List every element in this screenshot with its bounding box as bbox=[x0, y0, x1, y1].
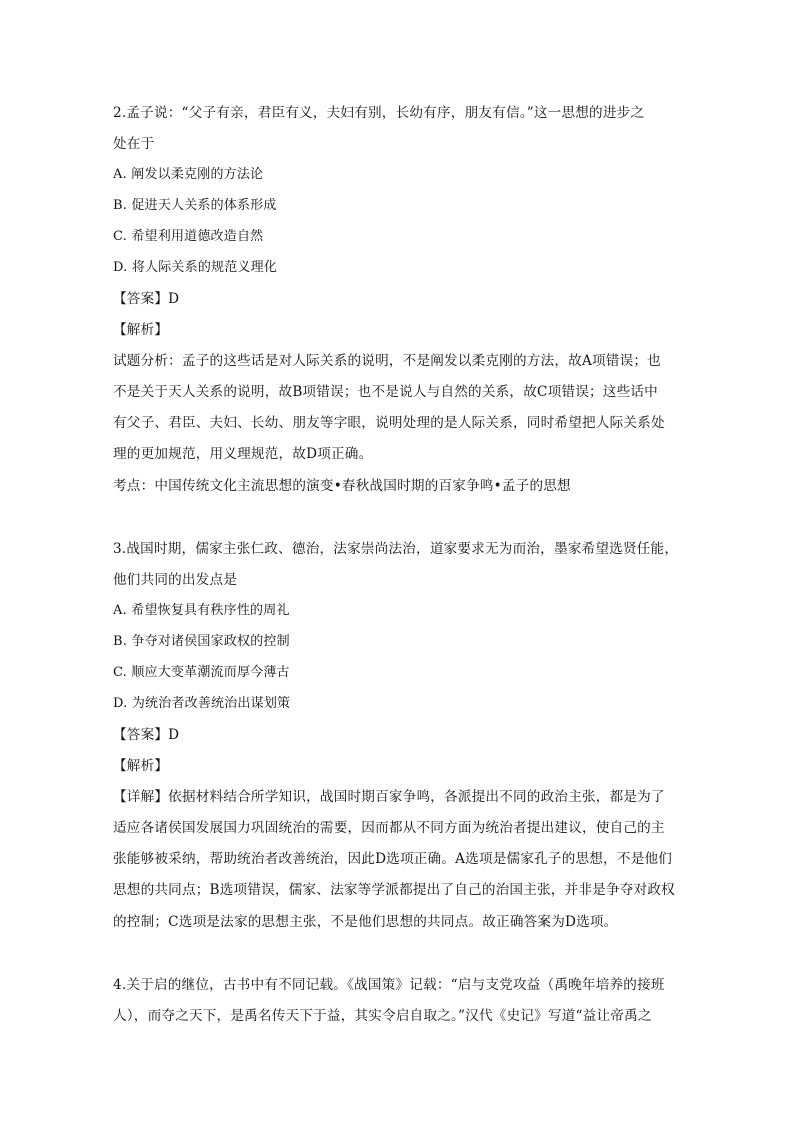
q2-option-b: B. 促进天人关系的体系形成 bbox=[113, 198, 277, 213]
q2-stem-line-1: 2.孟子说：“父子有亲，君臣有义，夫妇有别，长幼有序，朋友有信。”这一思想的进步之 bbox=[113, 105, 645, 121]
q2-analysis-line-1: 试题分析：孟子的这些话是对人际关系的说明，不是阐发以柔克刚的方法，故A项错误；也 bbox=[113, 353, 661, 369]
q3-option-d: D. 为统治者改善统治出谋划策 bbox=[113, 696, 291, 711]
q2-analysis-line-2: 不是关于天人关系的说明，故B项错误；也不是说人与自然的关系，故C项错误；这些话中 bbox=[113, 384, 658, 400]
q2-analysis-header: 【解析】 bbox=[113, 322, 169, 338]
q3-option-c: C. 顺应大变革潮流而厚今薄古 bbox=[113, 665, 290, 680]
q2-answer: 【答案】D bbox=[113, 291, 180, 307]
q3-analysis-header: 【解析】 bbox=[113, 758, 169, 774]
q2-option-a: A. 阐发以柔克刚的方法论 bbox=[113, 167, 264, 182]
q2-stem-line-2: 处在于 bbox=[113, 136, 155, 152]
q3-option-a: A. 希望恢复具有秩序性的周礼 bbox=[113, 603, 290, 618]
q3-analysis-line-3: 张能够被采纳，帮助统治者改善统治，因此D选项正确。A选项是儒家孔子的思想，不是他们 bbox=[113, 851, 673, 867]
q2-option-d: D. 将人际关系的规范义理化 bbox=[113, 260, 278, 275]
q2-kaodian: 考点：中国传统文化主流思想的演变•春秋战国时期的百家争鸣•孟子的思想 bbox=[113, 478, 571, 494]
q3-stem-line-2: 他们共同的出发点是 bbox=[113, 572, 238, 588]
q4-stem-line-1: 4.关于启的继位，古书中有不同记载。《战国策》记载：“启与支党攻益（禹晚年培养的接班 bbox=[113, 977, 665, 993]
q4-stem-line-2: 人），而夺之天下，是禹名传天下于益，其实令启自取之。”汉代《史记》写道“益让帝禹之 bbox=[113, 1008, 652, 1024]
q3-stem-line-1: 3.战国时期，儒家主张仁政、德治，法家崇尚法治，道家要求无为而治，墨家希望选贤任能， bbox=[113, 541, 679, 557]
q3-analysis-line-4: 思想的共同点；B选项错误，儒家、法家等学派都提出了自己的治国主张，并非是争夺对政权 bbox=[113, 882, 675, 898]
q3-option-b: B. 争夺对诸侯国家政权的控制 bbox=[113, 634, 290, 649]
q3-analysis-line-1: 【详解】依据材料结合所学知识，战国时期百家争鸣，各派提出不同的政治主张，都是为了 bbox=[113, 789, 665, 805]
q3-analysis-line-5: 的控制；C选项是法家的思想主张，不是他们思想的共同点。故正确答案为D选项。 bbox=[113, 914, 618, 930]
q2-option-c: C. 希望利用道德改造自然 bbox=[113, 229, 264, 244]
q3-answer: 【答案】D bbox=[113, 727, 180, 743]
q2-analysis-line-4: 理的更加规范，用义理规范，故D项正确。 bbox=[113, 446, 373, 462]
q2-analysis-line-3: 有父子、君臣、夫妇、长幼、朋友等字眼，说明处理的是人际关系，同时希望把人际关系处 bbox=[113, 415, 665, 431]
q3-analysis-line-2: 适应各诸侯国发展国力巩固统治的需要，因而都从不同方面为统治者提出建议，使自己的主 bbox=[113, 820, 665, 836]
